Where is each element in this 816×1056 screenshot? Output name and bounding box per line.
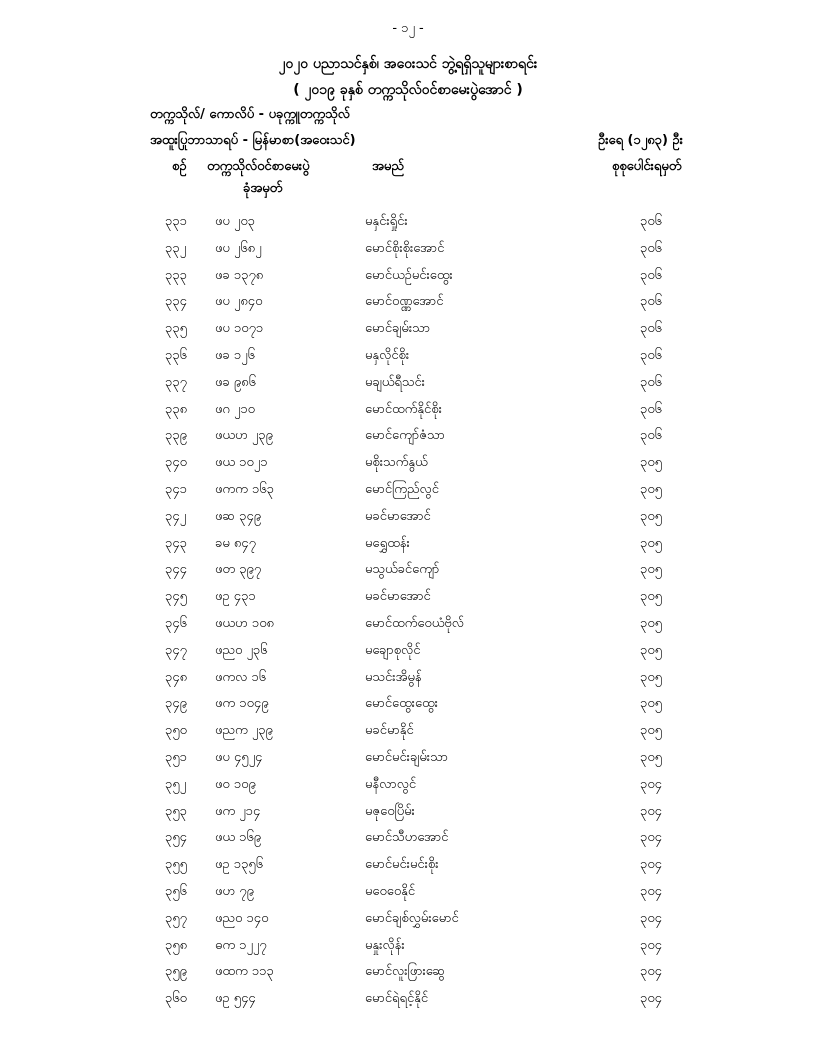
row-number: ၃၆၀ <box>165 991 187 1007</box>
total-score: ၃၀၄ <box>640 964 662 980</box>
roll-number: ဖယဟ ၂၃၉ <box>215 428 273 444</box>
total-score: ၃၀၄ <box>640 883 662 899</box>
table-row <box>0 669 816 696</box>
table-row <box>0 990 816 1017</box>
row-number: ၃၄၇ <box>165 642 187 658</box>
roll-number: ဖ၀ ၁၀၉ <box>215 776 256 792</box>
table-row <box>0 588 816 615</box>
table-row <box>0 722 816 749</box>
table-row <box>0 776 816 803</box>
table-row <box>0 803 816 830</box>
total-score: ၃၀၆ <box>640 214 662 229</box>
row-number: ၃၅၆ <box>165 883 187 899</box>
total-score: ၃၀၅ <box>640 723 662 739</box>
row-number: ၃၃၉ <box>165 428 187 444</box>
total-score: ၃၀၅ <box>640 749 662 765</box>
student-name: မောင်ရဲရင့်နိုင် <box>365 991 429 1007</box>
total-score: ၃၀၅ <box>640 615 662 631</box>
university-line: တက္ကသိုလ်/ ကောလိပ် - ပခုက္ကူတက္ကသိုလ် <box>150 107 350 122</box>
row-number: ၃၅၄ <box>165 830 187 846</box>
roll-number: ဖခ ၁၂၆ <box>215 347 255 363</box>
table-row <box>0 749 816 776</box>
student-name: မောင်မင်းမင်းစိုး <box>365 857 439 873</box>
table-row <box>0 454 816 481</box>
roll-number: ဖခ ၁၃၇၈ <box>215 267 264 283</box>
header-name: အမည် <box>372 159 404 174</box>
total-count: ဦးရေ (၁၂၈၃) ဦး <box>598 133 683 148</box>
roll-number: ဖခ ၉၈၆ <box>215 374 256 390</box>
row-number: ၃၅၃ <box>165 803 187 819</box>
total-score: ၃၀၆ <box>640 321 662 337</box>
table-row <box>0 910 816 937</box>
page-number: - ၁၂ - <box>392 21 424 36</box>
roll-number: ဖပ ၄၅၂၄ <box>215 749 263 765</box>
table-row <box>0 508 816 535</box>
table-row <box>0 535 816 562</box>
roll-number: ဖပ ၁၀၇၁ <box>215 321 264 337</box>
row-number: ၃၃၈ <box>165 401 188 417</box>
roll-number: ဖဥ ၅၄၄ <box>215 991 256 1007</box>
table-row <box>0 401 816 428</box>
results-list <box>0 213 816 1017</box>
row-number: ၃၃၆ <box>165 347 187 363</box>
roll-number: ဖဆ ၃၄၉ <box>215 508 262 524</box>
total-score: ၃၀၅ <box>640 669 662 685</box>
total-score: ၃၀၆ <box>640 347 662 363</box>
total-score: ၃၀၅ <box>640 589 662 605</box>
roll-number: ဖဥ ၄၃၁ <box>215 589 256 605</box>
student-name: မောင်သီဟအောင် <box>365 830 449 846</box>
total-score: ၃၀၆ <box>640 294 662 310</box>
table-row <box>0 240 816 267</box>
roll-number: ဖပ ၂၈၄၀ <box>215 294 263 310</box>
row-number: ၃၄၂ <box>165 508 187 524</box>
student-name: မချယ်ရီသင်း <box>365 374 425 390</box>
student-name: မနှလိုင်စိုး <box>365 347 410 363</box>
student-name: မောင်မင်းချမ်းသာ <box>365 749 448 765</box>
total-score: ၃၀၄ <box>640 776 662 792</box>
total-score: ၃၀၄ <box>640 991 662 1007</box>
table-row <box>0 561 816 588</box>
student-name: မောင်လူးဖြားဆွေ <box>365 964 445 980</box>
student-name: မောင်ထက်နိုင်စိုး <box>365 401 442 417</box>
row-number: ၃၄၉ <box>165 696 187 712</box>
row-number: ၃၃၁ <box>165 214 187 229</box>
student-name: မနှင်းရှိုင်း <box>365 214 408 229</box>
row-number: ၃၅၂ <box>165 776 187 792</box>
table-row <box>0 642 816 669</box>
total-score: ၃၀၆ <box>640 267 662 283</box>
table-row <box>0 347 816 374</box>
roll-number: ဖက ၁၀၄၉ <box>215 696 269 712</box>
table-row <box>0 829 816 856</box>
row-number: ၃၄၆ <box>165 615 187 631</box>
document-title: ၂၀၂၀ ပညာသင်နှစ်၊ အဝေးသင် ဘွဲ့ရရှိသူများစာရင်း <box>278 56 538 72</box>
total-score: ၃၀၄ <box>640 830 662 846</box>
table-row <box>0 427 816 454</box>
student-name: မရွှေထန်း <box>365 535 410 551</box>
roll-number: ဖညက ၂၃၉ <box>215 723 273 739</box>
row-number: ၃၄၃ <box>165 535 187 551</box>
row-number: ၃၃၂ <box>165 240 187 256</box>
table-row <box>0 374 816 401</box>
student-name: မောင်ထွေးထွေး <box>365 696 438 712</box>
row-number: ၃၅၁ <box>165 749 187 765</box>
student-name: မောင်ချစ်လွှမ်းမောင် <box>365 910 459 926</box>
total-score: ၃၀၅ <box>640 696 662 712</box>
table-row <box>0 293 816 320</box>
total-score: ၃၀၆ <box>640 428 662 444</box>
header-roll-line2: ခုံအမှတ် <box>243 181 283 196</box>
student-name: မစိုးသက်နွယ် <box>365 455 428 471</box>
total-score: ၃၀၄ <box>640 803 662 819</box>
roll-number: ခမ ၈၄၇ <box>215 535 256 551</box>
total-score: ၃၀၄ <box>640 857 662 873</box>
total-score: ၃၀၅ <box>640 481 662 497</box>
table-row <box>0 320 816 347</box>
row-number: ၃၅၇ <box>165 910 187 926</box>
student-name: မခင်မာနိုင် <box>365 723 414 739</box>
student-name: မနှုးလိုန်း <box>365 937 405 953</box>
table-row <box>0 481 816 508</box>
student-name: မဝေဝေနိုင် <box>365 883 416 899</box>
student-name: မသင်းအိမွန် <box>365 669 422 685</box>
table-row <box>0 267 816 294</box>
student-name: မောင်ဝဏ္ဏအောင် <box>365 294 444 310</box>
total-score: ၃၀၅ <box>640 642 662 658</box>
roll-number: ဖဟ ၇၉ <box>215 883 254 899</box>
total-score: ၃၀၅ <box>640 535 662 551</box>
row-number: ၃၄၅ <box>165 589 187 605</box>
roll-number: ဖယဟ ၁၀၈ <box>215 615 274 631</box>
student-name: မောင်ယဉ်မင်းထွေး <box>365 267 453 283</box>
roll-number: ဖကက ၁၆၃ <box>215 481 274 497</box>
roll-number: ဖပ ၂၀၃ <box>215 214 255 229</box>
student-name: မနီလာလွင် <box>365 776 417 792</box>
student-name: မခင်မာအောင် <box>365 508 431 524</box>
roll-number: ဖဥ ၁၃၅၆ <box>215 857 264 873</box>
header-score: စုစုပေါင်းရမှတ် <box>612 159 682 174</box>
row-number: ၃၅၅ <box>165 857 187 873</box>
row-number: ၃၄၁ <box>165 481 187 497</box>
student-name: မဇုဝေပြိမ်း <box>365 803 415 819</box>
total-score: ၃၀၅ <box>640 562 662 578</box>
student-name: မောင်ထက်ဝေယံဗိုလ် <box>365 615 464 631</box>
row-number: ၃၃၇ <box>165 374 187 390</box>
roll-number: ဖည၀ ၂၃၆ <box>215 642 268 658</box>
total-score: ၃၀၅ <box>640 508 662 524</box>
row-number: ၃၄၈ <box>165 669 188 685</box>
roll-number: ဖတ ၃၉၇ <box>215 562 262 578</box>
row-number: ၃၃၃ <box>165 267 187 283</box>
table-row <box>0 615 816 642</box>
student-name: မောင်ကြည်လွင် <box>365 481 439 497</box>
total-score: ၃၀၆ <box>640 401 662 417</box>
row-number: ၃၅၉ <box>165 964 187 980</box>
roll-number: ဖည၀ ၁၄၀ <box>215 910 269 926</box>
document-subtitle: ( ၂၀၁၉ ခုနှစ် တက္ကသိုလ်ဝင်စာမေးပွဲအောင် ) <box>293 82 523 98</box>
table-row <box>0 856 816 883</box>
roll-number: ဓက ၁၂၂၇ <box>215 937 267 953</box>
roll-number: ဖယ ၁၆၉ <box>215 830 262 846</box>
student-name: မောင်ချမ်းသာ <box>365 321 431 337</box>
table-row <box>0 213 816 240</box>
student-name: မသွယ်ခင်ကျော် <box>365 562 440 578</box>
student-name: မခင်မာအောင် <box>365 589 431 605</box>
total-score: ၃၀၆ <box>640 240 662 256</box>
total-score: ၃၀၄ <box>640 937 662 953</box>
header-roll-line1: တက္ကသိုလ်ဝင်စာမေးပွဲ <box>207 159 310 174</box>
roll-number: ဖဂ ၂၁၀ <box>215 401 255 417</box>
roll-number: ဖပ ၂၆၈၂ <box>215 240 262 256</box>
row-number: ၃၅၀ <box>165 723 187 739</box>
row-number: ၃၄၄ <box>165 562 187 578</box>
total-score: ၃၀၅ <box>640 455 662 471</box>
row-number: ၃၃၄ <box>165 294 187 310</box>
table-row <box>0 883 816 910</box>
table-row <box>0 963 816 990</box>
student-name: မောင်စိုးစိုးအောင် <box>365 240 445 256</box>
total-score: ၃၀၆ <box>640 374 662 390</box>
total-score: ၃၀၄ <box>640 910 662 926</box>
student-name: မချောစုလိုင် <box>365 642 421 658</box>
table-row <box>0 695 816 722</box>
row-number: ၃၃၅ <box>165 321 187 337</box>
table-row <box>0 937 816 964</box>
major-line: အထူးပြုဘာသာရပ် - မြန်မာစာ(အဝေးသင်) <box>150 133 356 148</box>
row-number: ၃၅၈ <box>165 937 188 953</box>
roll-number: ဖထက ၁၁၃ <box>215 964 274 980</box>
roll-number: ဖကလ ၁၆ <box>215 669 267 685</box>
header-no: စဉ် <box>172 159 187 174</box>
row-number: ၃၄၀ <box>165 455 187 471</box>
roll-number: ဖက ၂၁၄ <box>215 803 261 819</box>
roll-number: ဖယ ၁၀၂၁ <box>215 455 268 471</box>
student-name: မောင်ကျော်ဇံသာ <box>365 428 445 444</box>
